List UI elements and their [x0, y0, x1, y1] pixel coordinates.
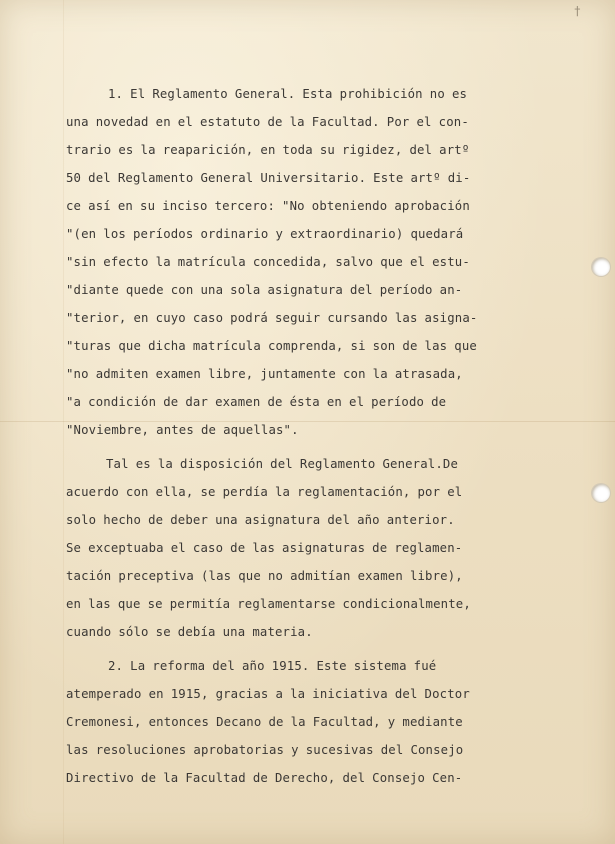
text-line: una novedad en el estatuto de la Facultad. Por el con-: [66, 115, 469, 129]
text-line: cuando sólo se debía una materia.: [66, 625, 313, 639]
text-line: solo hecho de deber una asignatura del año anterior.: [66, 513, 455, 527]
corner-mark: †: [573, 4, 581, 18]
text-line: "Noviembre, antes de aquellas".: [66, 423, 299, 437]
margin-guide: [63, 0, 64, 844]
text-line: Tal es la disposición del Reglamento General.De: [106, 457, 459, 471]
text-line: "terior, en cuyo caso podrá seguir cursando las asigna-: [66, 311, 478, 325]
text-line: "no admiten examen libre, juntamente con la atrasada,: [66, 367, 463, 381]
text-line: las resoluciones aprobatorias y sucesivas del Consejo: [66, 743, 464, 757]
text-line: Directivo de la Facultad de Derecho, del Consejo Cen-: [66, 771, 463, 785]
text-line: tación preceptiva (las que no admitían examen libre),: [66, 569, 463, 583]
text-line: en las que se permitía reglamentarse condicionalmente,: [66, 597, 471, 611]
punch-hole-icon: [591, 483, 611, 503]
text-line: acuerdo con ella, se perdía la reglamentación, por el: [66, 485, 463, 499]
text-line: 1. El Reglamento General. Esta prohibición no es: [108, 87, 468, 101]
text-line: "turas que dicha matrícula comprenda, si son de las que: [66, 339, 477, 353]
text-line: ce así en su inciso tercero: "No obteniendo aprobación: [66, 199, 470, 213]
text-line: 50 del Reglamento General Universitario. Este artº di-: [66, 171, 471, 185]
punch-hole-icon: [591, 257, 611, 277]
text-line: 2. La reforma del año 1915. Este sistema fué: [108, 659, 437, 673]
text-line: atemperado en 1915, gracias a la iniciativa del Doctor: [66, 687, 470, 701]
text-line: Cremonesi, entonces Decano de la Facultad, y mediante: [66, 715, 463, 729]
text-line: "a condición de dar examen de ésta en el período de: [66, 395, 447, 409]
text-line: "(en los períodos ordinario y extraordinario) quedará: [66, 227, 464, 241]
typewritten-text: [66, 80, 478, 792]
text-line: "diante quede con una sola asignatura del período an-: [66, 283, 463, 297]
text-line: Se exceptuaba el caso de las asignaturas de reglamen-: [66, 541, 463, 555]
text-line: trario es la reaparición, en toda su rigidez, del artº: [66, 143, 470, 157]
text-line: "sin efecto la matrícula concedida, salvo que el estu-: [66, 255, 470, 269]
